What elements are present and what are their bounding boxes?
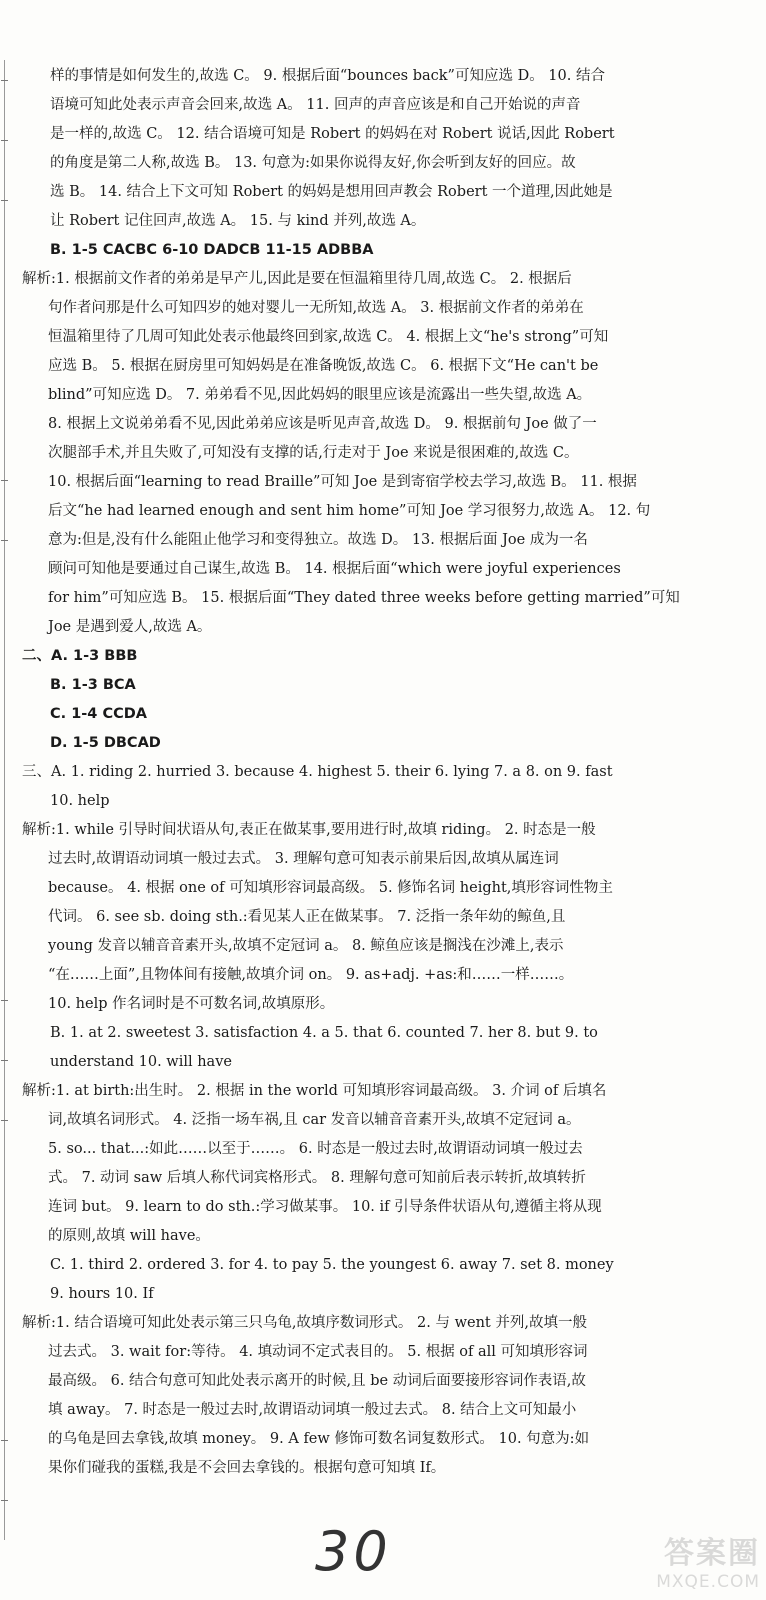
text-line: 后文“he had learned enough and sent him home”可知 Joe 学习很努力,故选 A。 12. 句 bbox=[48, 503, 651, 519]
text-line: 解析:1. while 引导时间状语从句,表正在做某事,要用进行时,故填 riding。 2. 时态是一般 bbox=[22, 822, 596, 838]
page-number: 30 bbox=[315, 1520, 392, 1583]
text-line: 顾问可知他是要通过自己谋生,故选 B。 14. 根据后面“which were joyful experiences bbox=[48, 561, 621, 577]
text-line: 恒温箱里待了几周可知此处表示他最终回到家,故选 C。 4. 根据上文“he's strong”可知 bbox=[48, 329, 609, 345]
text-line: 填 away。 7. 时态是一般过去时,故谓语动词填一般过去式。 8. 结合上文可知最小 bbox=[48, 1402, 577, 1418]
text-line: 连词 but。 9. learn to do sth.:学习做某事。 10. if 引导条件状语从句,遵循主将从现 bbox=[48, 1199, 602, 1215]
text-line: 解析:1. 结合语境可知此处表示第三只乌龟,故填序数词形式。 2. 与 went 并列,故填一般 bbox=[22, 1315, 587, 1331]
text-line: B. 1. at 2. sweetest 3. satisfaction 4. a 5. that 6. counted 7. her 8. but 9. to bbox=[50, 1025, 598, 1041]
text-line: 次腿部手术,并且失败了,可知没有支撑的话,行走对于 Joe 来说是很困难的,故选 C。 bbox=[48, 445, 579, 461]
text-line: 句作者问那是什么可知四岁的她对婴儿一无所知,故选 A。 3. 根据前文作者的弟弟在 bbox=[48, 300, 584, 316]
text-line: 是一样的,故选 C。 12. 结合语境可知是 Robert 的妈妈在对 Robert 说话,因此 Robert bbox=[50, 126, 615, 142]
text-line: 10. 根据后面“learning to read Braille”可知 Joe 是到寄宿学校去学习,故选 B。 11. 根据 bbox=[48, 474, 637, 490]
text-line: “在……上面”,且物体间有接触,故填介词 on。 9. as+adj. +as:和……一样……。 bbox=[48, 967, 574, 983]
text-line: 10. help 作名词时是不可数名词,故填原形。 bbox=[48, 996, 335, 1012]
text-line: C. 1-4 CCDA bbox=[50, 706, 147, 722]
text-line: 三、A. 1. riding 2. hurried 3. because 4. highest 5. their 6. lying 7. a 8. on 9. fast bbox=[22, 764, 613, 780]
text-line: 9. hours 10. If bbox=[50, 1286, 154, 1302]
watermark-url: MXQE.COM bbox=[656, 1572, 760, 1592]
text-line: 解析:1. 根据前文作者的弟弟是早产儿,因此是要在恒温箱里待几周,故选 C。 2. 根据后 bbox=[22, 271, 572, 287]
text-line: 词,故填名词形式。 4. 泛指一场车祸,且 car 发音以辅音音素开头,故填不定冠词 a。 bbox=[48, 1112, 581, 1128]
text-line: B. 1-3 BCA bbox=[50, 677, 136, 693]
binding-margin bbox=[4, 60, 15, 1540]
text-line: D. 1-5 DBCAD bbox=[50, 735, 161, 751]
text-line: young 发音以辅音音素开头,故填不定冠词 a。 8. 鲸鱼应该是搁浅在沙滩上,表示 bbox=[48, 938, 564, 954]
answer-explanations bbox=[22, 62, 752, 1483]
text-line: B. 1-5 CACBC 6-10 DADCB 11-15 ADBBA bbox=[50, 242, 374, 258]
text-line: blind”可知应选 D。 7. 弟弟看不见,因此妈妈的眼里应该是流露出一些失望,故选 A。 bbox=[48, 387, 592, 403]
watermark-text: 答案圈 bbox=[664, 1536, 760, 1571]
text-line: 的角度是第二人称,故选 B。 13. 句意为:如果你说得友好,你会听到友好的回应。故 bbox=[50, 155, 576, 171]
text-line: 语境可知此处表示声音会回来,故选 A。 11. 回声的声音应该是和自己开始说的声音 bbox=[50, 97, 581, 113]
watermark-logo bbox=[620, 1528, 760, 1592]
text-line: C. 1. third 2. ordered 3. for 4. to pay 5. the youngest 6. away 7. set 8. money bbox=[50, 1257, 614, 1273]
text-line: 过去式。 3. wait for:等待。 4. 填动词不定式表目的。 5. 根据 of all 可知填形容词 bbox=[48, 1344, 588, 1360]
text-line: 式。 7. 动词 saw 后填人称代词宾格形式。 8. 理解句意可知前后表示转折,故填转折 bbox=[48, 1170, 586, 1186]
text-line: 意为:但是,没有什么能阻止他学习和变得独立。故选 D。 13. 根据后面 Joe 成为一名 bbox=[48, 532, 588, 548]
text-line: understand 10. will have bbox=[50, 1054, 232, 1070]
text-line: Joe 是遇到爱人,故选 A。 bbox=[48, 619, 212, 635]
text-line: 的乌龟是回去拿钱,故填 money。 9. A few 修饰可数名词复数形式。 10. 句意为:如 bbox=[48, 1431, 590, 1447]
text-line: 8. 根据上文说弟弟看不见,因此弟弟应该是听见声音,故选 D。 9. 根据前句 Joe 做了一 bbox=[48, 416, 597, 432]
text-line: 应选 B。 5. 根据在厨房里可知妈妈是在准备晚饭,故选 C。 6. 根据下文“He can't be bbox=[48, 358, 599, 374]
text-line: 二、A. 1-3 BBB bbox=[22, 648, 138, 664]
text-line: 最高级。 6. 结合句意可知此处表示离开的时候,且 be 动词后面要接形容词作表语,故 bbox=[48, 1373, 586, 1389]
text-line: 选 B。 14. 结合上下文可知 Robert 的妈妈是想用回声教会 Robert 一个道理,因此她是 bbox=[50, 184, 613, 200]
text-line: for him”可知应选 B。 15. 根据后面“They dated three weeks before getting married”可知 bbox=[48, 590, 680, 606]
text-line: 5. so... that...:如此……以至于……。 6. 时态是一般过去时,故谓语动词填一般过去 bbox=[48, 1141, 583, 1157]
text-line: 过去时,故谓语动词填一般过去式。 3. 理解句意可知表示前果后因,故填从属连词 bbox=[48, 851, 559, 867]
text-line: 解析:1. at birth:出生时。 2. 根据 in the world 可知填形容词最高级。 3. 介词 of 后填名 bbox=[22, 1083, 607, 1099]
text-line: 让 Robert 记住回声,故选 A。 15. 与 kind 并列,故选 A。 bbox=[50, 213, 426, 229]
text-line: 的原则,故填 will have。 bbox=[48, 1228, 210, 1244]
text-line: 10. help bbox=[50, 793, 110, 809]
text-line: 样的事情是如何发生的,故选 C。 9. 根据后面“bounces back”可知应选 D。 10. 结合 bbox=[50, 68, 605, 84]
text-line: 果你们碰我的蛋糕,我是不会回去拿钱的。根据句意可知填 If。 bbox=[48, 1460, 446, 1476]
text-line: because。 4. 根据 one of 可知填形容词最高级。 5. 修饰名词 height,填形容词性物主 bbox=[48, 880, 613, 896]
text-line: 代词。 6. see sb. doing sth.:看见某人正在做某事。 7. 泛指一条年幼的鲸鱼,且 bbox=[48, 909, 566, 925]
